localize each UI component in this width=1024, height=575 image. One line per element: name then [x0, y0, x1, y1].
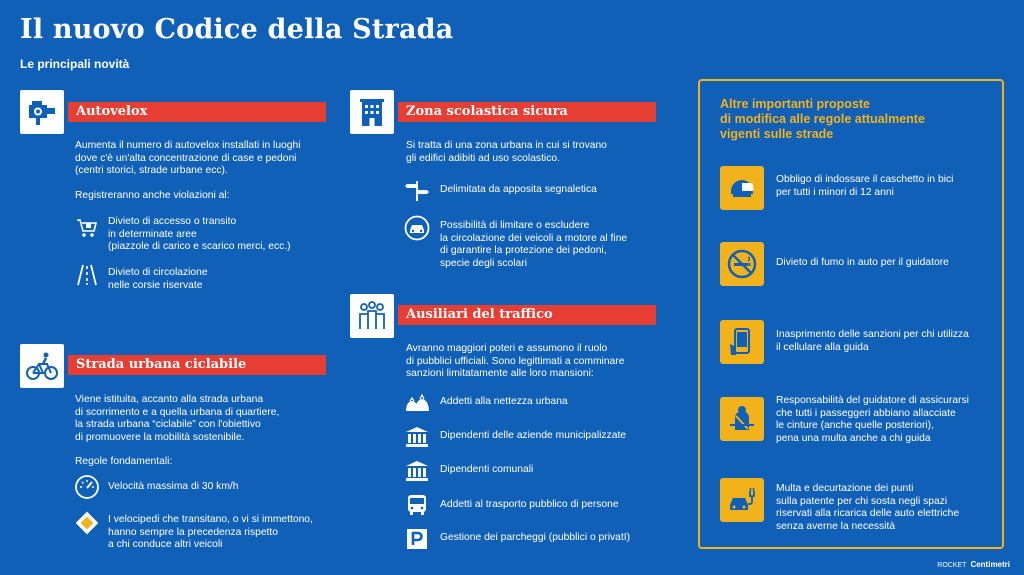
no-smoking-icon: [720, 242, 764, 286]
seatbelt-icon: [720, 397, 764, 441]
cycle-item-speed: Velocità massima di 30 km/h: [108, 481, 239, 492]
footer-brand: [937, 560, 1010, 569]
panel-item-seatbelt: Responsabilità del guidatore di assicurarsi che tutti i passeggeri abbiano allacciate le cinture (anche quelle posteriori), pena una multa anche a chi guida: [776, 395, 969, 444]
footer-brand-name: Centimetri: [970, 560, 1010, 569]
school-intro: Si tratta di una zona urbana in cui si trovano gli edifici adibiti ad uso scolastico.: [406, 140, 607, 164]
cart-icon: [74, 215, 100, 241]
traffic-item-transport: Addetti al trasporto pubblico di persone: [440, 499, 619, 510]
priority-road-icon: [74, 510, 100, 536]
page-subtitle: Le principali novità: [20, 57, 130, 71]
cycle-intro: Viene istituita, accanto alla strada urbana di scorrimento e a quella urbana di quartiere, la strada urbana “ciclabile” con l'obiettivo di promuovere la mobilità sostenibile.: [75, 394, 280, 443]
helmet-icon: [720, 166, 764, 210]
traffic-intro: Avranno maggiori poteri e assumono il ruolo di pubblici ufficiali. Sono legittimati a comminare sanzioni limitatamente alle loro mansioni:: [406, 343, 625, 380]
car-circle-icon: [404, 215, 430, 241]
autovelox-item-lanes: Divieto di circolazione nelle corsie riservate: [108, 267, 208, 291]
page-title: Il nuovo Codice della Strada: [20, 14, 454, 45]
phone-hand-icon: [720, 320, 764, 364]
parking-icon: [404, 526, 430, 552]
lanes-icon: [74, 262, 100, 288]
trash-bags-icon: [404, 389, 430, 415]
school-item-signage: Delimitata da apposita segnaletica: [440, 184, 597, 195]
bus-icon: [404, 492, 430, 518]
autovelox-intro: Aumenta il numero di autovelox installati in luoghi dove c'è un'alta concentrazione di case e pedoni (centri storici, strade urbane ecc).: [75, 140, 301, 177]
cycle-banner: Strada urbana ciclabile: [68, 355, 326, 375]
panel-item-helmet: Obbligo di indossare il caschetto in bici per tutti i minori di 12 anni: [776, 174, 954, 198]
autovelox-banner: Autovelox: [68, 102, 326, 122]
panel-item-ev: Multa e decurtazione dei punti sulla patente per chi sosta negli spazi riservati alla ricarica delle auto elettriche senza averne la necessità: [776, 483, 960, 532]
speed-camera-icon: [20, 90, 64, 134]
panel-title: Altre importanti proposte di modifica alle regole attualmente vigenti sulle strade: [720, 97, 925, 141]
people-icon: [350, 294, 394, 338]
traffic-item-waste: Addetti alla nettezza urbana: [440, 396, 568, 407]
cycle-item-priority: I velocipedi che transitano, o vi si immettono, hanno sempre la precedenza rispetto a chi conduce altri veicoli: [108, 514, 313, 551]
traffic-item-municipal-employees: Dipendenti comunali: [440, 464, 534, 475]
panel-item-phone: Inasprimento delle sanzioni per chi utilizza il cellulare alla guida: [776, 329, 969, 353]
institution-icon: [404, 458, 430, 484]
speedometer-icon: [74, 474, 100, 500]
school-building-icon: [350, 90, 394, 134]
traffic-banner: Ausiliari del traffico: [398, 305, 656, 325]
footer-brand-small: ROCKET: [937, 562, 967, 569]
school-banner: Zona scolastica sicura: [398, 102, 656, 122]
signpost-icon: [404, 178, 430, 204]
traffic-item-parking: Gestione dei parcheggi (pubblici o privatI): [440, 532, 631, 543]
other-proposals-panel: [698, 79, 1004, 549]
school-item-limit: Possibilità di limitare o escludere la circolazione dei veicoli a motore al fine di garantire la protezione dei pedoni, specie degli scolari: [440, 220, 628, 269]
autovelox-item-access: Divieto di accesso o transito in determinate aree (piazzole di carico e scarico merci, ecc.): [108, 216, 291, 253]
autovelox-also: Registreranno anche violazioni al:: [75, 190, 230, 201]
ev-charging-icon: [720, 478, 764, 522]
traffic-item-municipal-companies: Dipendenti delle aziende municipalizzate: [440, 430, 627, 441]
bicycle-icon: [20, 344, 64, 388]
panel-item-smoking: Divieto di fumo in auto per il guidatore: [776, 257, 949, 268]
cycle-rules-label: Regole fondamentali:: [75, 456, 173, 467]
institution-icon: [404, 424, 430, 450]
